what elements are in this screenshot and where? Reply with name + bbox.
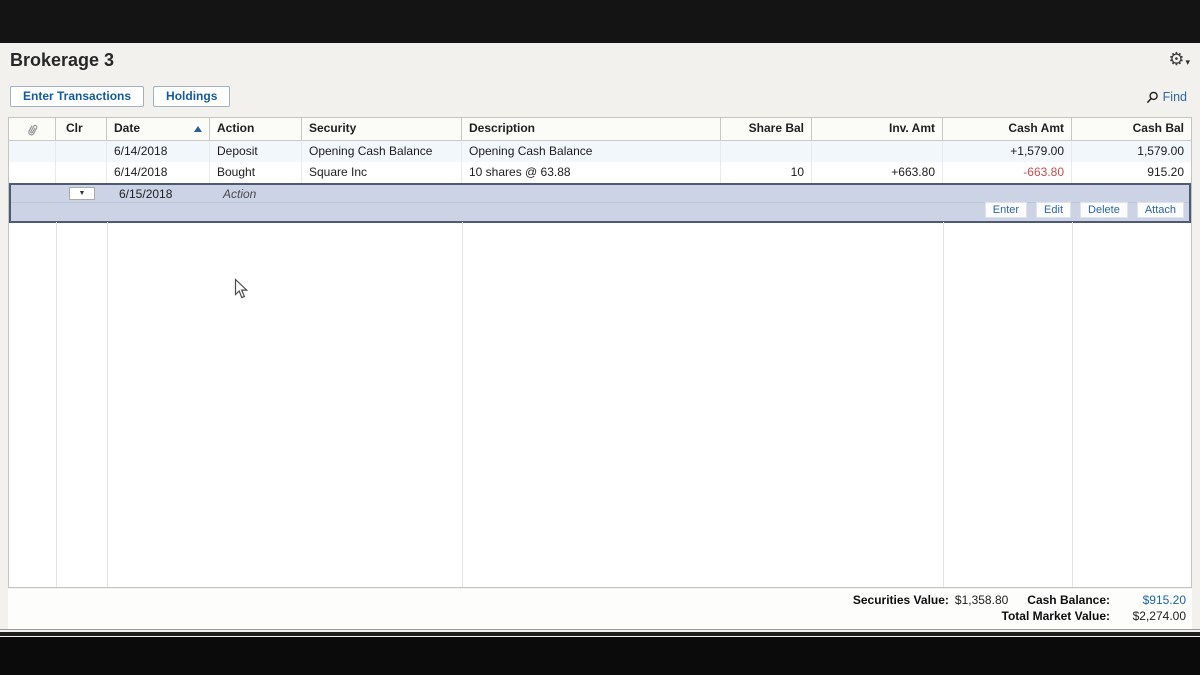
- cash-bal-cell: 1,579.00: [1137, 144, 1184, 158]
- attach-cell: [9, 141, 56, 162]
- attach-button[interactable]: Attach: [1137, 202, 1184, 218]
- edit-button[interactable]: Edit: [1036, 202, 1071, 218]
- share-bal-cell: 10: [721, 162, 812, 183]
- cash-amt-cell-negative: -663.80: [943, 162, 1072, 183]
- new-transaction-entry-row[interactable]: [9, 183, 1191, 223]
- column-header-security[interactable]: Security: [302, 118, 462, 140]
- cash-amt-cell: +1,579.00: [943, 141, 1072, 162]
- transaction-row-bought-square[interactable]: [9, 162, 1191, 183]
- security-cell: Opening Cash Balance: [302, 141, 462, 162]
- sort-ascending-icon: [194, 126, 202, 132]
- description-cell: Opening Cash Balance: [462, 141, 721, 162]
- action-placeholder[interactable]: Action: [223, 187, 257, 201]
- date-cell: 6/14/2018: [107, 162, 210, 183]
- bottom-letterbox-bar: [0, 637, 1200, 675]
- clr-cell: [56, 162, 107, 183]
- column-header-cash-bal[interactable]: Cash Bal: [1132, 121, 1184, 135]
- holdings-button[interactable]: Holdings: [153, 86, 230, 107]
- securities-value-label: Securities Value:: [852, 593, 949, 607]
- clr-cell: [56, 141, 107, 162]
- account-actions-menu[interactable]: [1168, 50, 1190, 71]
- grid-line: [107, 222, 108, 587]
- paperclip-icon: [23, 121, 41, 139]
- search-icon: [1146, 91, 1159, 104]
- summary-line-1: [853, 593, 1186, 607]
- gear-icon: ⚙: [1168, 49, 1185, 69]
- grid-line: [943, 222, 944, 587]
- securities-value: $1,358.80: [954, 593, 1009, 607]
- top-letterbox-bar: [0, 0, 1200, 43]
- summary-line-2: [1002, 609, 1186, 623]
- column-header-cash-amt[interactable]: Cash Amt: [943, 118, 1072, 140]
- transaction-row-opening-deposit[interactable]: [9, 141, 1191, 162]
- total-market-value-label: Total Market Value:: [1001, 609, 1110, 623]
- inv-amt-cell: +663.80: [812, 162, 943, 183]
- find-button[interactable]: [1146, 90, 1187, 104]
- transaction-register: [8, 117, 1192, 588]
- action-cell: Bought: [210, 162, 302, 183]
- column-header-date[interactable]: [107, 118, 210, 140]
- cash-bal-cell: 915.20: [1147, 165, 1184, 179]
- attach-cell: [9, 162, 56, 183]
- column-header-attach[interactable]: [9, 118, 56, 140]
- delete-button[interactable]: Delete: [1080, 202, 1128, 218]
- date-cell: 6/14/2018: [107, 141, 210, 162]
- cash-balance-value: $915.20: [1142, 593, 1186, 607]
- total-market-value: $2,274.00: [1132, 609, 1186, 623]
- chevron-down-icon: ▼: [78, 190, 86, 197]
- column-header-share-bal[interactable]: Share Bal: [721, 118, 812, 140]
- register-toolbar: [10, 86, 230, 107]
- enter-button[interactable]: Enter: [985, 202, 1027, 218]
- security-cell: Square Inc: [302, 162, 462, 183]
- share-bal-cell: [721, 141, 812, 162]
- column-header-action[interactable]: Action: [210, 118, 302, 140]
- grid-line: [462, 222, 463, 587]
- new-transaction-date[interactable]: 6/15/2018: [119, 187, 173, 201]
- column-header-description[interactable]: Description: [462, 118, 721, 140]
- chevron-down-icon: ▾: [1185, 57, 1190, 67]
- description-cell: 10 shares @ 63.88: [462, 162, 721, 183]
- bottom-divider-light: [0, 629, 1200, 630]
- entry-row-buttons: [985, 202, 1184, 218]
- cash-balance-label: Cash Balance:: [1027, 593, 1110, 607]
- account-summary-bar: [8, 589, 1192, 629]
- clr-dropdown-button[interactable]: [69, 187, 95, 200]
- grid-line: [56, 222, 57, 587]
- column-header-clr[interactable]: Clr: [56, 118, 107, 140]
- bottom-divider-dark: [0, 632, 1200, 636]
- action-cell: Deposit: [210, 141, 302, 162]
- register-header-row: [9, 118, 1191, 141]
- column-header-inv-amt[interactable]: Inv. Amt: [812, 118, 943, 140]
- account-title: Brokerage 3: [10, 50, 115, 70]
- grid-line: [1072, 222, 1073, 587]
- enter-transactions-button[interactable]: Enter Transactions: [10, 86, 144, 107]
- inv-amt-cell: [812, 141, 943, 162]
- date-header-label: Date: [114, 121, 141, 135]
- find-label: Find: [1162, 90, 1187, 104]
